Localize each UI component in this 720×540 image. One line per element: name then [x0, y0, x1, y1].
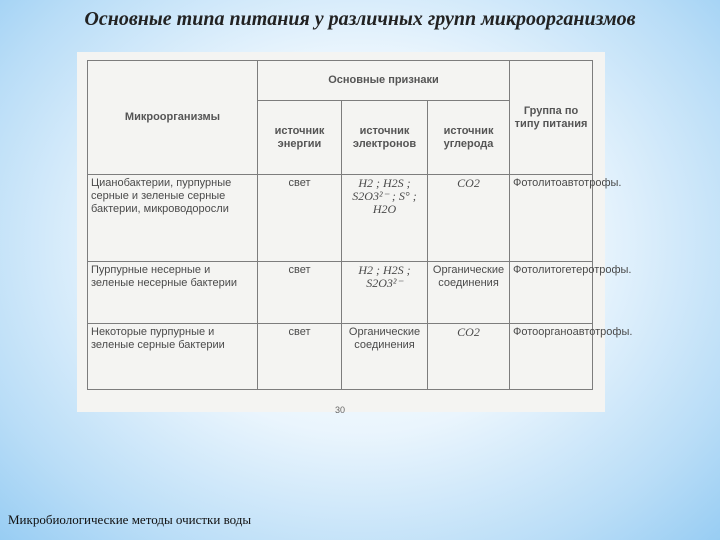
cell-energy: свет [258, 323, 342, 389]
cell-carbon: Органические соединения [428, 261, 510, 323]
electrons-line: S2O3²⁻ [366, 275, 403, 290]
page-number: 30 [335, 405, 346, 415]
header-carbon-source: источник углерода [428, 101, 510, 175]
electrons-line: H2 ; H2S ; [358, 262, 411, 277]
slide-title: Основные типа питания у различных групп микроорганизмов [84, 8, 636, 30]
cell-organism: Цианобактерии, пурпурные серные и зеленые серные бактерии, микроводоросли [88, 175, 258, 262]
cell-energy: свет [258, 261, 342, 323]
cell-energy: свет [258, 175, 342, 262]
header-microorganisms: Микроорганизмы [88, 61, 258, 175]
electrons-line: S2O3²⁻ ; S° ; [352, 189, 417, 203]
electrons-line: H2 ; H2S ; [358, 176, 411, 190]
cell-electrons: Органические соединения [342, 323, 428, 389]
header-electron-source: источник электронов [342, 101, 428, 175]
slide-footer: Микробиологические методы очистки воды [8, 512, 252, 527]
electrons-line: H2O [372, 202, 397, 216]
header-group: Группа по типу питания [510, 61, 593, 175]
cell-group: Фотолитоавтотрофы. [510, 175, 593, 262]
scanned-table-image [77, 52, 633, 415]
header-energy-source: источник энергии [258, 101, 342, 175]
cell-electrons [342, 261, 428, 323]
cell-organism: Пурпурные несерные и зеленые несерные бактерии [88, 261, 258, 323]
table-row [88, 261, 593, 323]
nutrition-types-table [87, 60, 633, 390]
cell-group: Фотоорганоавтотрофы. [510, 323, 593, 389]
header-main-features: Основные признаки [258, 61, 510, 101]
cell-carbon: CO2 [428, 323, 510, 389]
table-row [88, 175, 593, 262]
cell-organism: Некоторые пурпурные и зеленые серные бактерии [88, 323, 258, 389]
table-row [88, 323, 593, 389]
cell-carbon: CO2 [428, 175, 510, 262]
cell-electrons [342, 175, 428, 262]
cell-group: Фотолитогетеротрофы. [510, 261, 593, 323]
